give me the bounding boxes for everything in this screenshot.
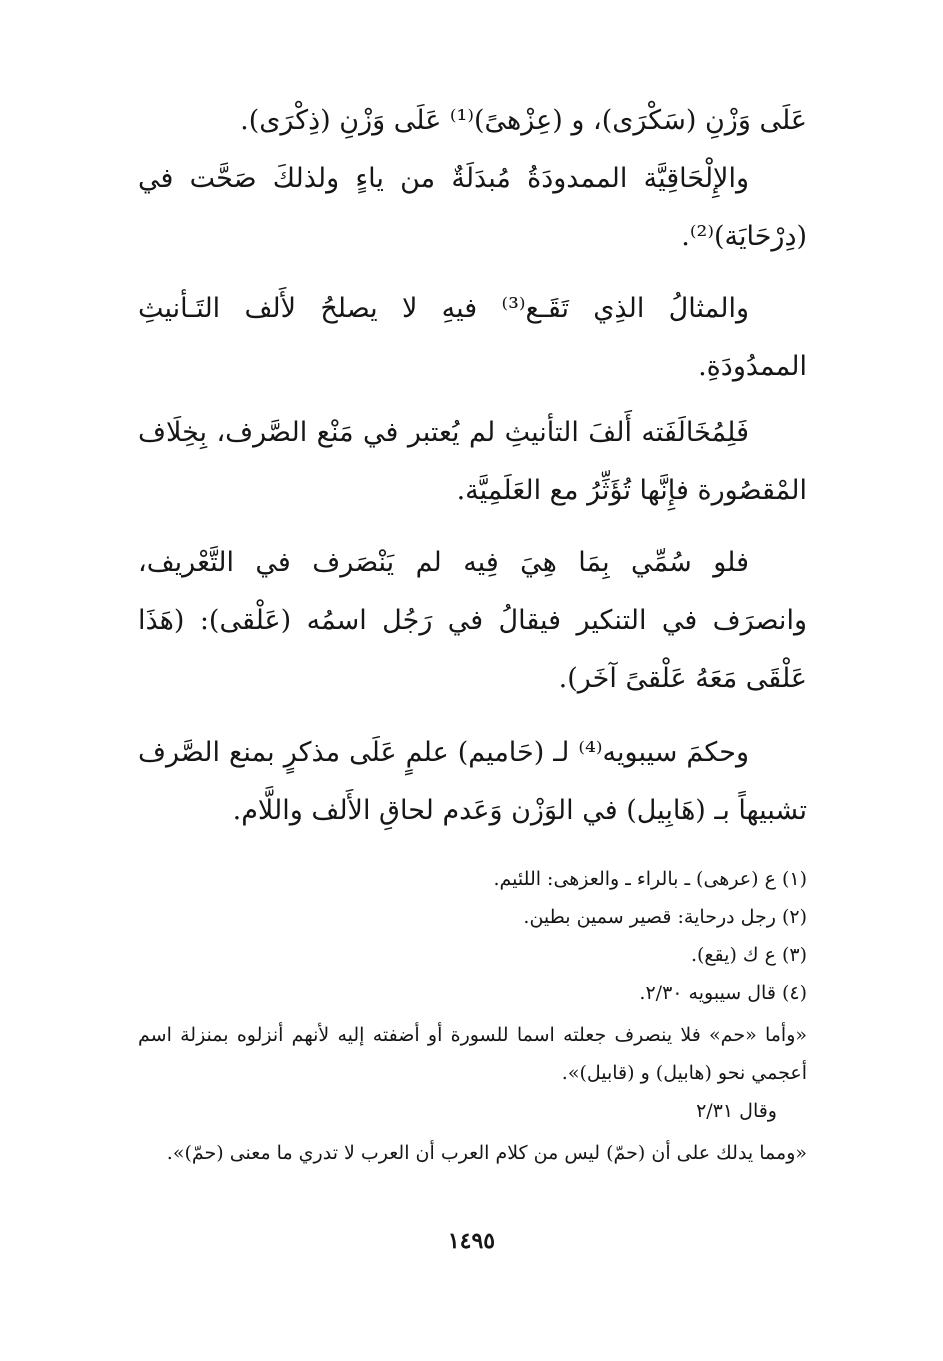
footnote-number: (٢) bbox=[781, 906, 807, 928]
footnote-3 bbox=[138, 936, 807, 974]
footnote-4 bbox=[138, 974, 807, 1012]
footnote-quote-1: «وأما «حم» فلا ينصرف جعلته اسما للسورة أو أضفته إليه لأنهم أنزلوه بمنزلة اسم أعجمي نحو (هابيل) و (قابيل)». bbox=[138, 1024, 807, 1084]
footnote-text: قال سيبويه ٢/٣٠. bbox=[639, 982, 776, 1004]
paragraph-2: والإِلْحَاقِيَّة الممدودَةُ مُبدَلَةٌ من ياءٍ ولذلكَ صَحَّت في (دِرْحَايَة)⁽²⁾. bbox=[138, 163, 807, 252]
footnotes bbox=[138, 860, 807, 1172]
footnote-text: ع (عرهى) ـ بالراء ـ والعزهى: اللئيم. bbox=[493, 868, 776, 890]
footnote-number: (٤) bbox=[781, 982, 807, 1004]
footnote-text: رجل درحاية: قصير سمين بطين. bbox=[523, 906, 776, 928]
footnote-number: (١) bbox=[781, 868, 807, 890]
footnote-number: (٣) bbox=[781, 944, 807, 966]
paragraph-6: وحكمَ سيبويه⁽⁴⁾ لـ (حَاميم) علمٍ عَلَى مذكرٍ بمنع الصَّرف تشبيهاً بـ (هَابِيل) في الوَزْن وَعَدم لحاقِ الأَلف واللَّام. bbox=[138, 737, 807, 826]
footnote-1 bbox=[138, 860, 807, 898]
footnote-continuation: وقال ٢/٣١ bbox=[696, 1100, 777, 1122]
page-number: ١٤٩٥ bbox=[447, 1228, 496, 1254]
paragraph-4: فَلِمُخَالَفَته أَلفَ التأنيثِ لم يُعتبر في مَنْع الصَّرف، بِخِلَاف المْقصُورة فإِنَّها تُؤَثِّرُ مع العَلَمِيَّة. bbox=[138, 417, 807, 506]
footnote-2 bbox=[138, 898, 807, 936]
paragraph-1: عَلَى وَزْنِ (سَكْرَى)، و (عِزْهىً)⁽¹⁾ عَلَى وَزْنِ (ذِكْرَى). bbox=[240, 105, 807, 136]
paragraph-5: فلو سُمِّي بِمَا هِيَ فِيه لم يَنْصَرف في التَّعْريف، وانصرَف في التنكير فيقالُ في رَجُل اسمُه (عَلْقى): (هَذَا عَلْقَى مَعَهُ عَلْقىً آخَر). bbox=[138, 547, 807, 694]
main-text bbox=[138, 92, 807, 840]
footnote-quote-2: «ومما يدلك على أن (حمّ) ليس من كلام العرب أن العرب لا تدري ما معنى (حمّ)». bbox=[166, 1142, 807, 1164]
footnote-text: ع ك (يقع). bbox=[690, 944, 776, 966]
paragraph-3: والمثالُ الذِي تَقَـع⁽³⁾ فيهِ لا يصلحُ لأَلف التَـأنيثِ الممدُودَةِ. bbox=[138, 293, 807, 382]
